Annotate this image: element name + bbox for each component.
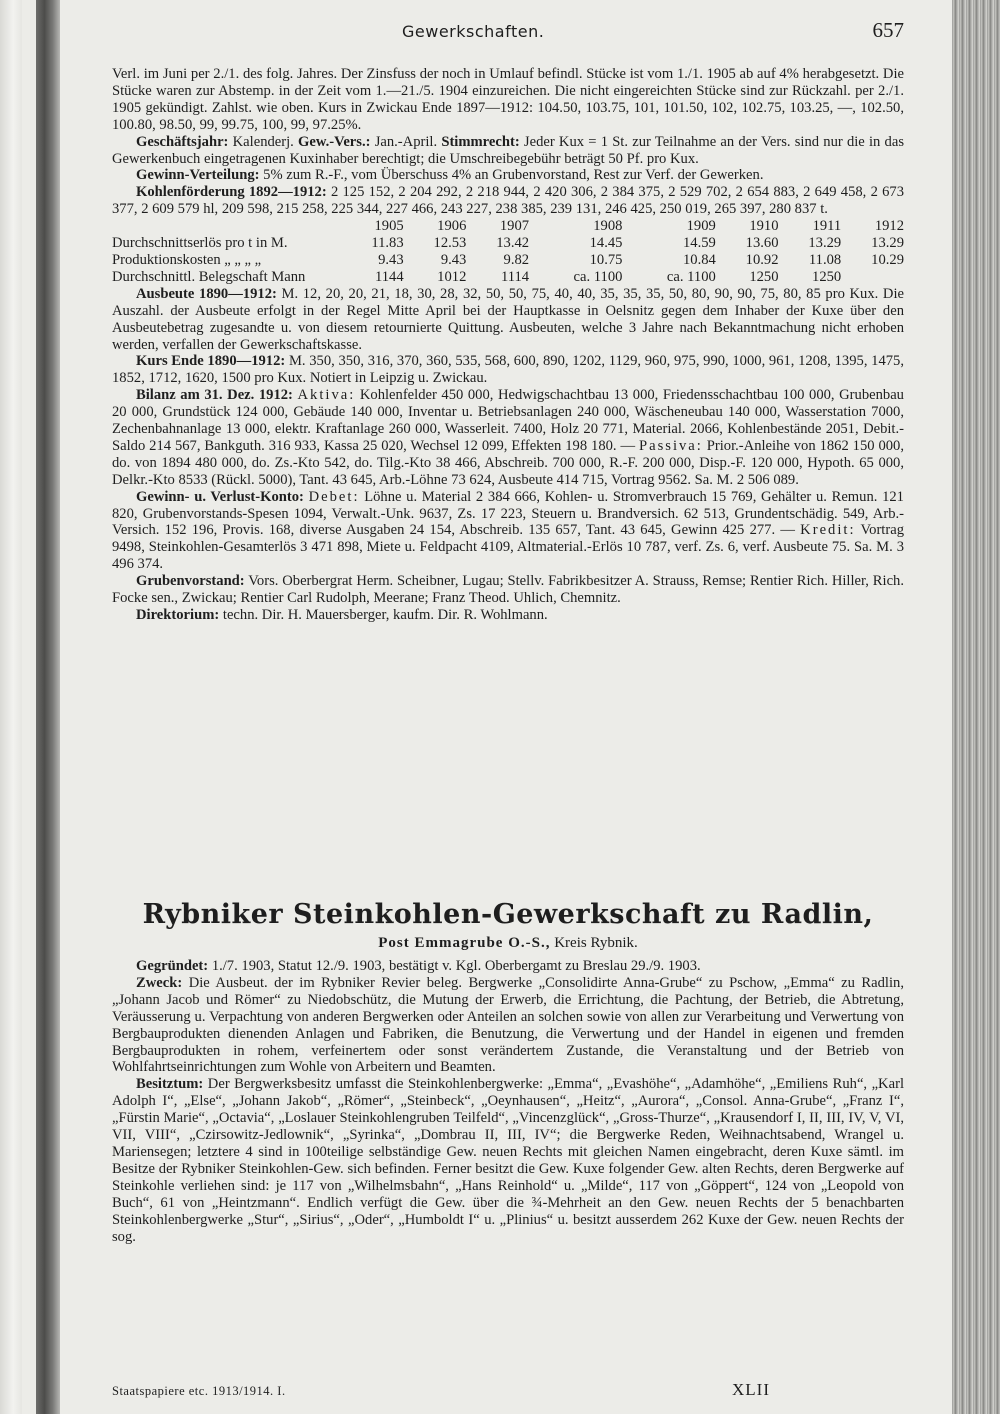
table-cell: 9.43 <box>378 251 404 268</box>
gegruendet-label: Gegründet: <box>136 958 209 974</box>
bilanz-label: Bilanz am 31. Dez. 1912: <box>136 387 293 404</box>
year-cell: 1909 <box>686 218 716 235</box>
signature-mark: XLII <box>732 1380 770 1399</box>
page-column <box>112 0 904 1414</box>
location-kreis: Kreis Rybnik. <box>554 935 638 951</box>
table-header-row <box>112 218 904 235</box>
page-number: 657 <box>872 18 904 42</box>
year-cell: 1910 <box>749 218 779 235</box>
table-row <box>112 269 904 286</box>
stimmrecht-text: Jeder Kux = 1 St. zur Teilnahme an der Vers. sind nur die in das Gewerkenbuch eingetragenen Kuxinhaber berechtigt; die Umschreibegebühr beträgt 50 Pf. pro Kux. <box>112 133 905 167</box>
table-cell: 13.29 <box>871 235 904 252</box>
table-cell: 13.42 <box>496 235 530 252</box>
book-spine <box>0 0 22 1414</box>
kredit-text: Vortrag 9498, Steinkohlen-Gesamterlös 3 471 898, Miete u. Feldpacht 4109, Altmaterial.-Erlös 10 787, verf. Zs. 6, verf. Ausbeute 75. Sa. M. 3 496 374. <box>112 522 904 573</box>
kohlenfoerderung-paragraph <box>112 184 904 218</box>
year-cell: 1905 <box>374 218 404 235</box>
row-label: Produktionskosten „ „ „ „ <box>112 251 262 268</box>
zweck-label: Zweck: <box>136 974 183 991</box>
gewinnverteilung-label: Gewinn-Verteilung: <box>136 167 260 184</box>
table-cell: 14.45 <box>589 235 623 252</box>
year-cell: 1907 <box>499 218 530 235</box>
table-cell: 14.59 <box>682 235 716 252</box>
left-margin-shadow <box>36 0 60 1414</box>
table-row <box>112 252 904 269</box>
zweck-text: Die Ausbeut. der im Rybniker Revier beleg. Bergwerke „Consolidirte Anna-Grube“ zu Pschow, „Emma“ zu Radlin, „Johann Jacob und Römer“ zu Niedobschütz, die Mutung der Erwerb, die Errichtung, die Pachtung, der Betrieb, die Abtretung, Veräusserung u. Verpachtung von anderen Bergwerken oder Anteilen an solchen sowie von allen zur Verarbeitung und Verwertung von Bergbauprodukten dienenden Anlagen und Fabriken, die Benutzung, die Verwertung und der Handel in eigenen und fremden Bergbauprodukten in rohem, verfeinertem oder sonst verändertem Zustande, die Veranstaltung und der Betrieb von Wohlfahrtseinrichtungen zum Wohle von Arbeitern und Beamten. <box>112 974 904 1076</box>
section-previous-entry <box>112 66 904 624</box>
grubenvorstand-paragraph <box>112 573 904 607</box>
year-cell: 1911 <box>812 218 842 235</box>
gewinnverteilung-paragraph <box>112 167 904 184</box>
row-label: Durchschnittserlös pro t in M. <box>112 235 288 252</box>
debet-text: Löhne u. Material 2 384 666, Kohlen- u. Stromverbrauch 15 769, Gehälter u. Remun. 121 820, Grubenvorstands-Spesen 1094, Verwalt.-Unk. 9637, Zs. 17 223, Steuern u. Brandversich. 62 513, Grundentschädig. 549, Arb.-Versich. 152 196, Provis. 168, diverse Ausgaben 24 154, Abschreib. 135 657, Tant. 43 645, Gewinn 425 277. — <box>112 488 904 539</box>
company-heading <box>112 898 904 954</box>
table-cell: 13.60 <box>745 235 779 252</box>
year-cell: 1906 <box>437 218 467 235</box>
geschaeftsjahr-label: Geschäftsjahr: <box>136 133 229 150</box>
gegruendet-text: 1./7. 1903, Statut 12./9. 1903, bestätigt v. Kgl. Oberbergamt zu Breslau 29./9. 1903. <box>211 958 701 974</box>
stimmrecht-label: Stimmrecht: <box>441 133 520 150</box>
kurs-text: M. 350, 350, 316, 370, 360, 535, 568, 600, 890, 1202, 1129, 960, 975, 990, 1000, 961, 1208, 1395, 1475, 1852, 1712, 1620, 1500 pro Kux. Notiert in Leipzig u. Zwickau. <box>112 353 904 387</box>
table-cell: 13.29 <box>808 235 842 252</box>
anleihe-paragraph: Verl. im Juni per 2./1. des folg. Jahres. Der Zinsfuss der noch in Umlauf befindl. Stücke ist vom 1./1. 1905 ab auf 4% herabgesetzt. Die Stücke waren zur Abstemp. in der Zeit vom 1.—21./5. 1904 einzureichen. Die nicht eingereichten Stücke sind zur Rückzahl. per 2./1. 1905 gekündigt. Zahlst. wie oben. Kurs in Zwickau Ende 1897—1912: 104.50, 103.75, 101, 101.50, 102, 102.75, 103.25, —, 102.50, 100.80, 98.50, 99, 99.75, 100, 99, 97.25%. <box>112 66 904 133</box>
besitztum-label: Besitztum: <box>136 1076 204 1093</box>
table-cell: ca. 1100 <box>666 268 716 285</box>
besitztum-paragraph <box>112 1076 904 1245</box>
table-cell: 1144 <box>375 268 404 285</box>
ausbeute-text: M. 12, 20, 20, 21, 18, 30, 28, 32, 50, 50, 75, 40, 40, 35, 35, 35, 50, 80, 90, 90, 75, 80, 85 pro Kux. Die Auszahl. der Ausbeute erfolgt in der Regel Mitte April bei der Hauptkasse in Oelsnitz gegen dem Inhaber der Kuxe über den Ausbeutebetrag zugesandte u. von diesem retournierte Quittung. Ausbeuten, welche 3 Jahre nach Bekanntmachung nicht erhoben werden, verfallen der Gewerkschaftskasse. <box>112 285 904 353</box>
guv-paragraph <box>112 489 904 574</box>
page-edge <box>952 0 1000 1414</box>
section-rybniker <box>112 958 904 1245</box>
passiva-label: Passiva: <box>639 437 703 454</box>
zweck-paragraph <box>112 975 904 1076</box>
debet-label: Debet: <box>308 488 360 505</box>
kurs-label: Kurs Ende 1890—1912: <box>136 353 286 370</box>
page-footer <box>112 1380 904 1404</box>
table-cell: ca. 1100 <box>573 268 623 285</box>
ausbeute-paragraph <box>112 286 904 354</box>
year-cell: 1908 <box>593 218 623 235</box>
gewvers-label: Gew.-Vers.: <box>298 133 371 150</box>
running-head: Gewerkschaften. <box>402 22 545 41</box>
table-cell: 10.29 <box>871 251 904 268</box>
kohlenfoerderung-label: Kohlenförderung 1892—1912: <box>136 184 327 201</box>
company-location <box>112 932 904 954</box>
table-cell: 1250 <box>749 268 779 285</box>
geschaeftsjahr-line <box>112 134 904 168</box>
footer-source: Staatspapiere etc. 1913/1914. I. <box>112 1384 286 1398</box>
passiva-text: Prior.-Anleihe von 1862 150 000, do. von 1894 480 000, do. Zs.-Kto 542, do. Tilg.-Kto 38 466, Abschreib. 700 000, R.-F. 200 000, Disp.-F. 120 000, Hypoth. 65 000, Delkr.-Kto 8533 (Rückl. 5000), Tant. 43 645, Arb.-Löhne 73 624, Ausbeute 414 715, Vortrag 9562. Sa. M. 2 506 089. <box>112 437 904 488</box>
geschaeftsjahr-text: Kalenderj. <box>232 133 294 150</box>
gewinnverteilung-text: 5% zum R.-F., vom Überschuss 4% an Grubenvorstand, Rest zur Verf. der Gewerken. <box>263 167 764 184</box>
table-cell: 9.43 <box>440 251 467 268</box>
year-cell: 1912 <box>874 218 904 235</box>
grubenvorstand-label: Grubenvorstand: <box>136 573 245 590</box>
company-title: Rybniker Steinkohlen-Gewerkschaft zu Radlin, <box>142 899 874 930</box>
besitztum-text: Der Bergwerksbesitz umfasst die Steinkohlenbergwerke: „Emma“, „Evashöhe“, „Adamhöhe“, „Emiliens Ruh“, „Karl Adolph I“, „Else“, „Johann Jakob“, „Römer“, „Steinbeck“, „Oeynhausen“, „Heitz“, „Aurora“, „Consol. Anna-Grube“, „Franz I“, „Fürstin Marie“, „Octavia“, „Loslauer Steinkohlengruben Teilfeld“, „Vincenzglück“, „Gross-Thurze“, „Krausendorf I, II, III, IV, V, VI, VII, VIII“, „Czirsowitz-Jedlownik“, „Syrinka“, „Dombrau II, III, IV“; die Bergwerke Reden, Weihnachtsabend, Wrangel u. Mariensegen; letztere 4 sind in 100teilige selbständige Gew. neuen Rechts mit gleichen Namen eingebracht, deren Kuxe sämtl. im Besitze der Rybniker Steinkohlen-Gew. sich befinden. Ferner besitzt die Gew. Kuxe folgender Gew. alten Rechts, deren Bergwerke auf Steinkohle verliehen sind: je 117 von „Wilhelmsbahn“, „Hans Reinhold“ u. „Milde“, 117 von „Göppert“, 124 von „Leopold von Buch“, 61 von „Heintzmann“. Endlich verfügt die Gew. über die ¾-Mehrheit an den Gew. neuen Rechts der 5 benachbarten Steinkohlenbergwerke „Stur“, „Sirius“, „Oder“, „Humboldt I“ u. „Plinius“ u. besitzt ausserdem 262 Kuxe der Gew. neuen Rechts der sog. <box>112 1076 904 1245</box>
page-header <box>112 18 904 48</box>
location-post: Post Emmagrube O.-S., <box>378 935 551 951</box>
direktorium-text: techn. Dir. H. Mauersberger, kaufm. Dir. R. Wohlmann. <box>222 607 548 623</box>
kennzahlen-table <box>112 218 904 286</box>
table-cell: 11.08 <box>808 251 842 268</box>
table-cell: 9.82 <box>503 251 530 268</box>
ausbeute-label: Ausbeute 1890—1912: <box>136 285 277 302</box>
table-row <box>112 235 904 252</box>
gegruendet-paragraph <box>112 958 904 975</box>
direktorium-paragraph <box>112 607 904 624</box>
table-cell: 10.75 <box>589 251 623 268</box>
aktiva-label: Aktiva: <box>297 387 356 404</box>
table-cell: 10.84 <box>682 251 716 268</box>
gewvers-text: Jan.-April. <box>374 133 438 150</box>
bilanz-paragraph <box>112 387 904 488</box>
row-label: Durchschnittl. Belegschaft Mann <box>112 268 306 285</box>
kredit-label: Kredit: <box>800 522 856 539</box>
grubenvorstand-text: Vors. Oberbergrat Herm. Scheibner, Lugau; Stellv. Fabrikbesitzer A. Strauss, Remse; Rentier Rich. Hiller, Rich. Focke sen., Zwickau; Rentier Carl Rudolph, Meerane; Franz Theod. Uhlich, Chemnitz. <box>112 573 904 607</box>
guv-label: Gewinn- u. Verlust-Konto: <box>136 488 304 505</box>
table-cell: 1114 <box>500 268 530 285</box>
kurs-paragraph <box>112 353 904 387</box>
table-cell: 1250 <box>812 268 842 285</box>
aktiva-text: Kohlenfelder 450 000, Hedwigschachtbau 13 000, Friedensschachtbau 100 000, Grubenbau 20 000, Grundstück 124 000, Gebäude 140 000, Inventar u. Betriebsanlagen 240 000, Wäscheneubau 140 000, Wasserstation 7000, Zechenbahnanlage 13 000, elektr. Kraftanlage 260 000, Wasserleit. 7400, Holz 20 771, Material. 2066, Kohlenbestände 2051, Debit.-Saldo 214 567, Bankguth. 316 933, Kassa 25 020, Wechsel 12 099, Effekten 198 180. — <box>112 387 904 454</box>
kohlenfoerderung-text: 2 125 152, 2 204 292, 2 218 944, 2 420 306, 2 384 375, 2 529 702, 2 654 883, 2 649 458, 2 673 377, 2 609 579 hl, 209 598, 215 258, 225 344, 227 466, 243 227, 238 385, 239 131, 246 425, 250 019, 265 397, 280 837 t. <box>112 184 904 218</box>
table-cell: 1012 <box>437 268 467 285</box>
table-cell: 11.83 <box>371 235 404 252</box>
table-cell: 12.53 <box>433 235 467 252</box>
direktorium-label: Direktorium: <box>136 607 220 623</box>
table-cell: 10.92 <box>745 251 779 268</box>
